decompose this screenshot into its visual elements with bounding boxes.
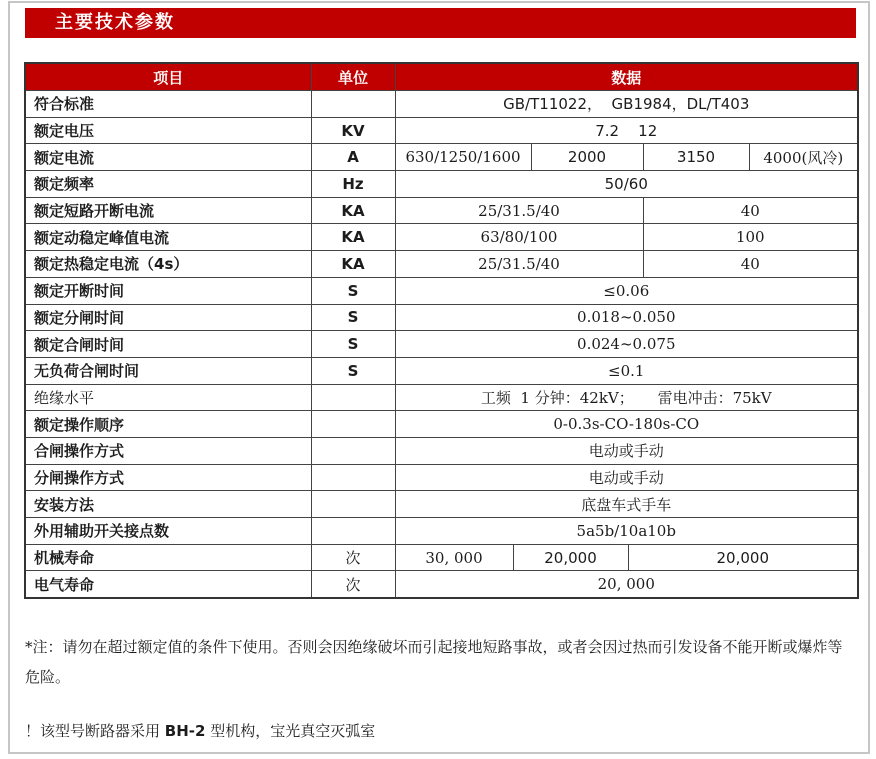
unit-cell: KV	[311, 117, 395, 144]
unit-cell: 次	[311, 571, 395, 598]
item-cell: 安装方法	[25, 491, 311, 518]
unit-cell: S	[311, 331, 395, 358]
table-row	[25, 144, 858, 171]
item-cell: 额定热稳定电流（4s）	[25, 251, 311, 278]
data-cell: 0.018~0.050	[395, 304, 858, 331]
section-title-bar	[25, 8, 856, 38]
table-row	[25, 117, 858, 144]
table-row	[25, 411, 858, 438]
item-cell: 额定合闸时间	[25, 331, 311, 358]
unit-cell: KA	[311, 251, 395, 278]
data-cell: 63/80/100	[395, 224, 643, 251]
item-cell: 无负荷合闸时间	[25, 357, 311, 384]
data-cell: 0.024~0.075	[395, 331, 858, 358]
data-cell: 电动或手动	[395, 437, 858, 464]
unit-cell	[311, 491, 395, 518]
item-cell: 电气寿命	[25, 571, 311, 598]
item-cell: 绝缘水平	[25, 384, 311, 411]
unit-cell: KA	[311, 224, 395, 251]
table-row	[25, 571, 858, 598]
item-cell: 机械寿命	[25, 544, 311, 571]
data-cell: 电动或手动	[395, 464, 858, 491]
item-cell: 额定电压	[25, 117, 311, 144]
item-cell: 合闸操作方式	[25, 437, 311, 464]
table-row	[25, 304, 858, 331]
table-row	[25, 518, 858, 545]
data-cell: 3150	[643, 144, 749, 171]
table-row	[25, 491, 858, 518]
header-data: 数据	[395, 63, 858, 91]
data-cell: 20, 000	[395, 571, 858, 598]
item-cell: 额定频率	[25, 171, 311, 198]
unit-cell: KA	[311, 197, 395, 224]
table-row	[25, 251, 858, 278]
data-cell: 0-0.3s-CO-180s-CO	[395, 411, 858, 438]
table-row	[25, 331, 858, 358]
header-unit: 单位	[311, 63, 395, 91]
data-cell: ≤0.06	[395, 277, 858, 304]
table-row	[25, 437, 858, 464]
page-title: 主要技术参数	[55, 12, 175, 33]
table-row	[25, 357, 858, 384]
unit-cell	[311, 518, 395, 545]
item-cell: 外用辅助开关接点数	[25, 518, 311, 545]
info-note-suffix: 型机构，宝光真空灭弧室	[205, 722, 376, 740]
data-cell: 4000(风冷)	[749, 144, 858, 171]
table-row	[25, 171, 858, 198]
table-row	[25, 91, 858, 118]
table-row	[25, 464, 858, 491]
unit-cell: A	[311, 144, 395, 171]
info-note-prefix: ！该型号断路器采用	[25, 722, 165, 740]
info-note-model: BH-2	[164, 722, 206, 740]
table-row	[25, 197, 858, 224]
data-cell: 25/31.5/40	[395, 251, 643, 278]
header-item: 项目	[25, 63, 311, 91]
notes-section	[25, 632, 857, 742]
unit-cell	[311, 464, 395, 491]
data-cell: 2000	[531, 144, 643, 171]
table-row	[25, 384, 858, 411]
info-note	[25, 720, 857, 742]
data-cell: 工频 1 分钟：42kV； 雷电冲击：75kV	[395, 384, 858, 411]
data-cell: 20,000	[513, 544, 628, 571]
unit-cell	[311, 91, 395, 118]
unit-cell	[311, 437, 395, 464]
spec-table	[24, 62, 859, 599]
unit-cell: S	[311, 277, 395, 304]
data-cell: 25/31.5/40	[395, 197, 643, 224]
unit-cell	[311, 411, 395, 438]
data-cell: 100	[643, 224, 858, 251]
item-cell: 额定电流	[25, 144, 311, 171]
data-cell: 630/1250/1600	[395, 144, 531, 171]
data-cell: 40	[643, 197, 858, 224]
unit-cell: S	[311, 357, 395, 384]
data-cell: 20,000	[628, 544, 858, 571]
item-cell: 额定短路开断电流	[25, 197, 311, 224]
table-row	[25, 224, 858, 251]
data-cell: 30, 000	[395, 544, 513, 571]
table-row	[25, 544, 858, 571]
data-cell: 5a5b/10a10b	[395, 518, 858, 545]
data-cell: 40	[643, 251, 858, 278]
data-cell: ≤0.1	[395, 357, 858, 384]
data-cell: 50/60	[395, 171, 858, 198]
item-cell: 额定动稳定峰值电流	[25, 224, 311, 251]
table-header-row	[25, 63, 858, 91]
data-cell: 7.2 12	[395, 117, 858, 144]
item-cell: 额定操作顺序	[25, 411, 311, 438]
warning-note: *注：请勿在超过额定值的条件下使用。否则会因绝缘破坏而引起接地短路事故，或者会因过热而引发设备不能开断或爆炸等危险。	[25, 638, 843, 686]
unit-cell: S	[311, 304, 395, 331]
item-cell: 额定开断时间	[25, 277, 311, 304]
item-cell: 额定分闸时间	[25, 304, 311, 331]
unit-cell	[311, 384, 395, 411]
item-cell: 符合标准	[25, 91, 311, 118]
table-row	[25, 277, 858, 304]
data-cell: 底盘车式手车	[395, 491, 858, 518]
unit-cell: 次	[311, 544, 395, 571]
data-cell: GB/T11022， GB1984，DL/T403	[395, 91, 858, 118]
item-cell: 分闸操作方式	[25, 464, 311, 491]
unit-cell: Hz	[311, 171, 395, 198]
